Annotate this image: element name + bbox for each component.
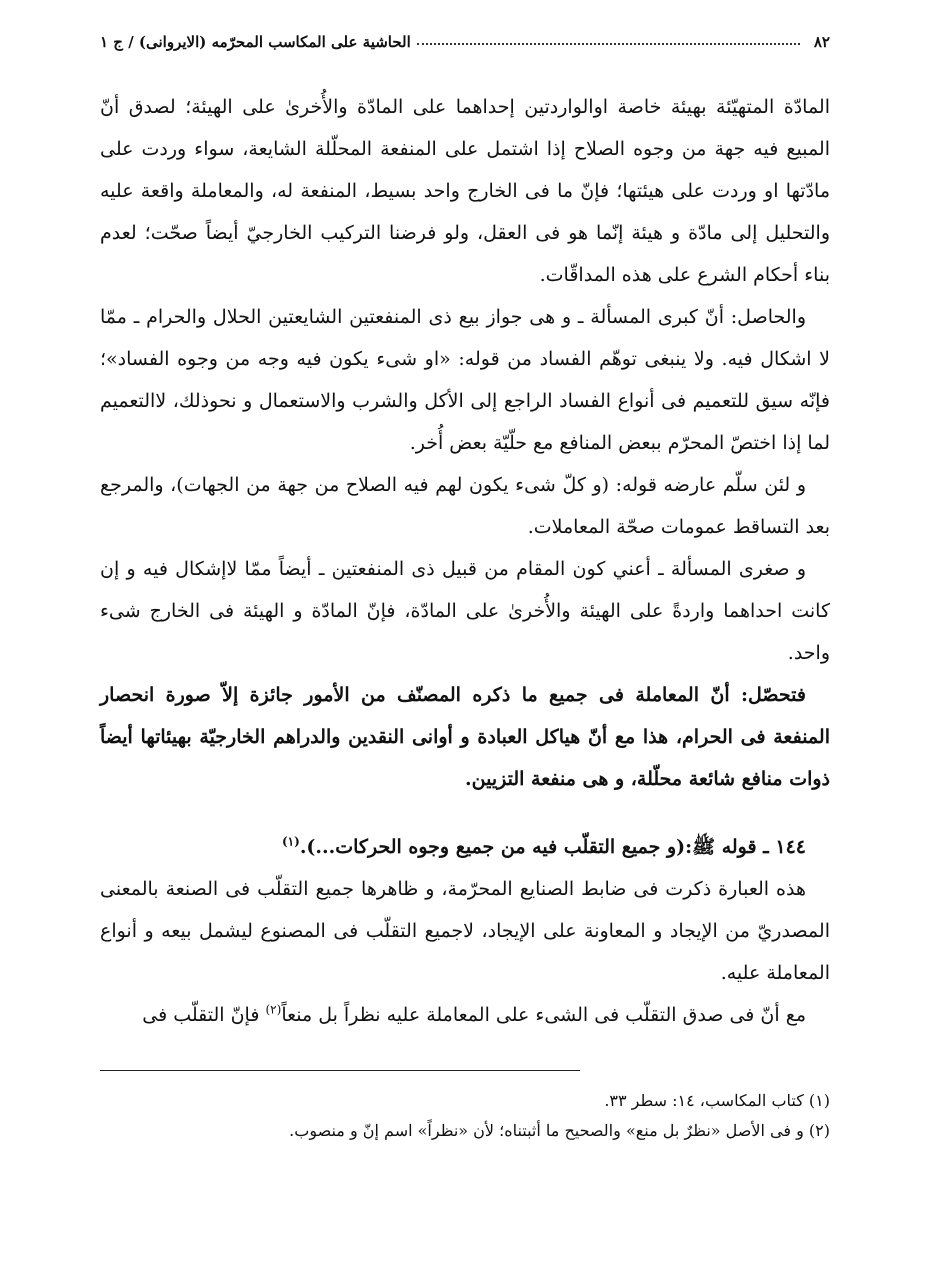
section-heading — [100, 826, 830, 868]
paragraph: فتحصّل: أنّ المعاملة فى جميع ما ذكره المصنّف من الأمور جائزة إلاّ صورة انحصار المنفعة فى الحرام، هذا مع أنّ هياكل العبادة و أوانى النقدين والدراهم الخارجيّة بهيئاتها أيضاً ذوات منافع شائعة محلّلة، و هى منفعة التزيين. — [100, 684, 830, 790]
paragraph: والحاصل: أنّ كبرى المسألة ـ و هى جواز بيع ذى المنفعتين الشايعتين الحلال والحرام ـ ممّا لا اشكال فيه. ولا ينبغى توهّم الفساد من قوله: «او شىء يكون فيه وجه من وجوه الفساد»؛ فإنّه سيق للتعميم فى أنواع الفساد الراجع إلى الأكل والشرب والاستعمال و نحوذلك، لاالتعميم لما إذا اختصّ المحرّم ببعض المنافع مع حلّيّة بعض أُخر. — [100, 306, 830, 454]
paragraph: و لئن سلّم عارضه قوله: (و كلّ شىء يكون لهم فيه الصلاح من جهة من الجهات)، والمرجع بعد التساقط عمومات صحّة المعاملات. — [100, 474, 830, 538]
body-text — [100, 86, 830, 1036]
section-heading-text: ١٤٤ ـ قوله ﷺ:(و جميع التقلّب فيه من جميع وجوه الحركات...). — [299, 836, 806, 858]
paragraph-text: فإنّ التقلّب فى — [142, 1004, 266, 1026]
document-page — [100, 22, 830, 1252]
dotted-leader — [417, 43, 800, 45]
running-title: الحاشية على المكاسب المحرّمه (الايروانى) / ج ١ — [100, 33, 411, 51]
footnote-divider — [100, 1070, 580, 1071]
paragraph-text: مع أنّ فى صدق التقلّب فى الشىء على المعاملة عليه نظراً بل منعاً — [281, 1004, 806, 1026]
paragraph: و صغرى المسألة ـ أعني كون المقام من قبيل ذى المنفعتين ـ أيضاً ممّا لاإشكال فيه و إن كانت احداهما واردةً على الهيئة والأُخرىٰ على المادّة، فإنّ المادّة و الهيئة فى الخارج شىء واحد. — [100, 558, 830, 664]
footnote-2: (٢) و فى الأصل «نظرٌ بل منع» والصحيح ما أثبتناه؛ لأن «نظراً» اسم إنّ و منصوب. — [289, 1121, 830, 1140]
paragraph: هذه العبارة ذكرت فى ضابط الصنايع المحرّمة، و ظاهرها جميع التقلّب فى الصنعة بالمعنى المصدريّ من الإيجاد و المعاونة على الإيجاد، لاجميع التقلّب فى المصنوع ليشمل بيعه و أنواع المعاملة عليه. — [100, 878, 830, 984]
footnote-ref-1[interactable]: (١) — [281, 834, 300, 849]
paragraph: المادّة المتهيّئة بهيئة خاصة اوالواردتين إحداهما على المادّة والأُخرىٰ على الهيئة؛ لصدق أنّ المبيع فيه جهة من وجوه الصلاح إذا اشتمل على المنفعة المحلّلة الشايعة، سواء وردت على مادّتها او وردت على هيئتها؛ فإنّ ما فى الخارج واحد بسيط، المنفعة له، والمعاملة واقعة عليه والتحليل إلى مادّة و هيئة إنّما هو فى العقل، ولو فرضنا التركيب الخارجيّ أيضاً صحّت؛ لعدم بناء أحكام الشرع على هذه المداقّات. — [100, 96, 830, 286]
footnotes — [100, 1086, 830, 1146]
section-gap — [100, 800, 830, 826]
footnote-ref-2[interactable]: (٢) — [265, 1002, 282, 1017]
paragraph — [100, 994, 830, 1036]
running-header — [100, 22, 830, 62]
page-number: ٨٢ — [813, 33, 830, 51]
footnote-1: (١) كتاب المكاسب، ١٤: سطر ٣٣. — [604, 1091, 830, 1110]
